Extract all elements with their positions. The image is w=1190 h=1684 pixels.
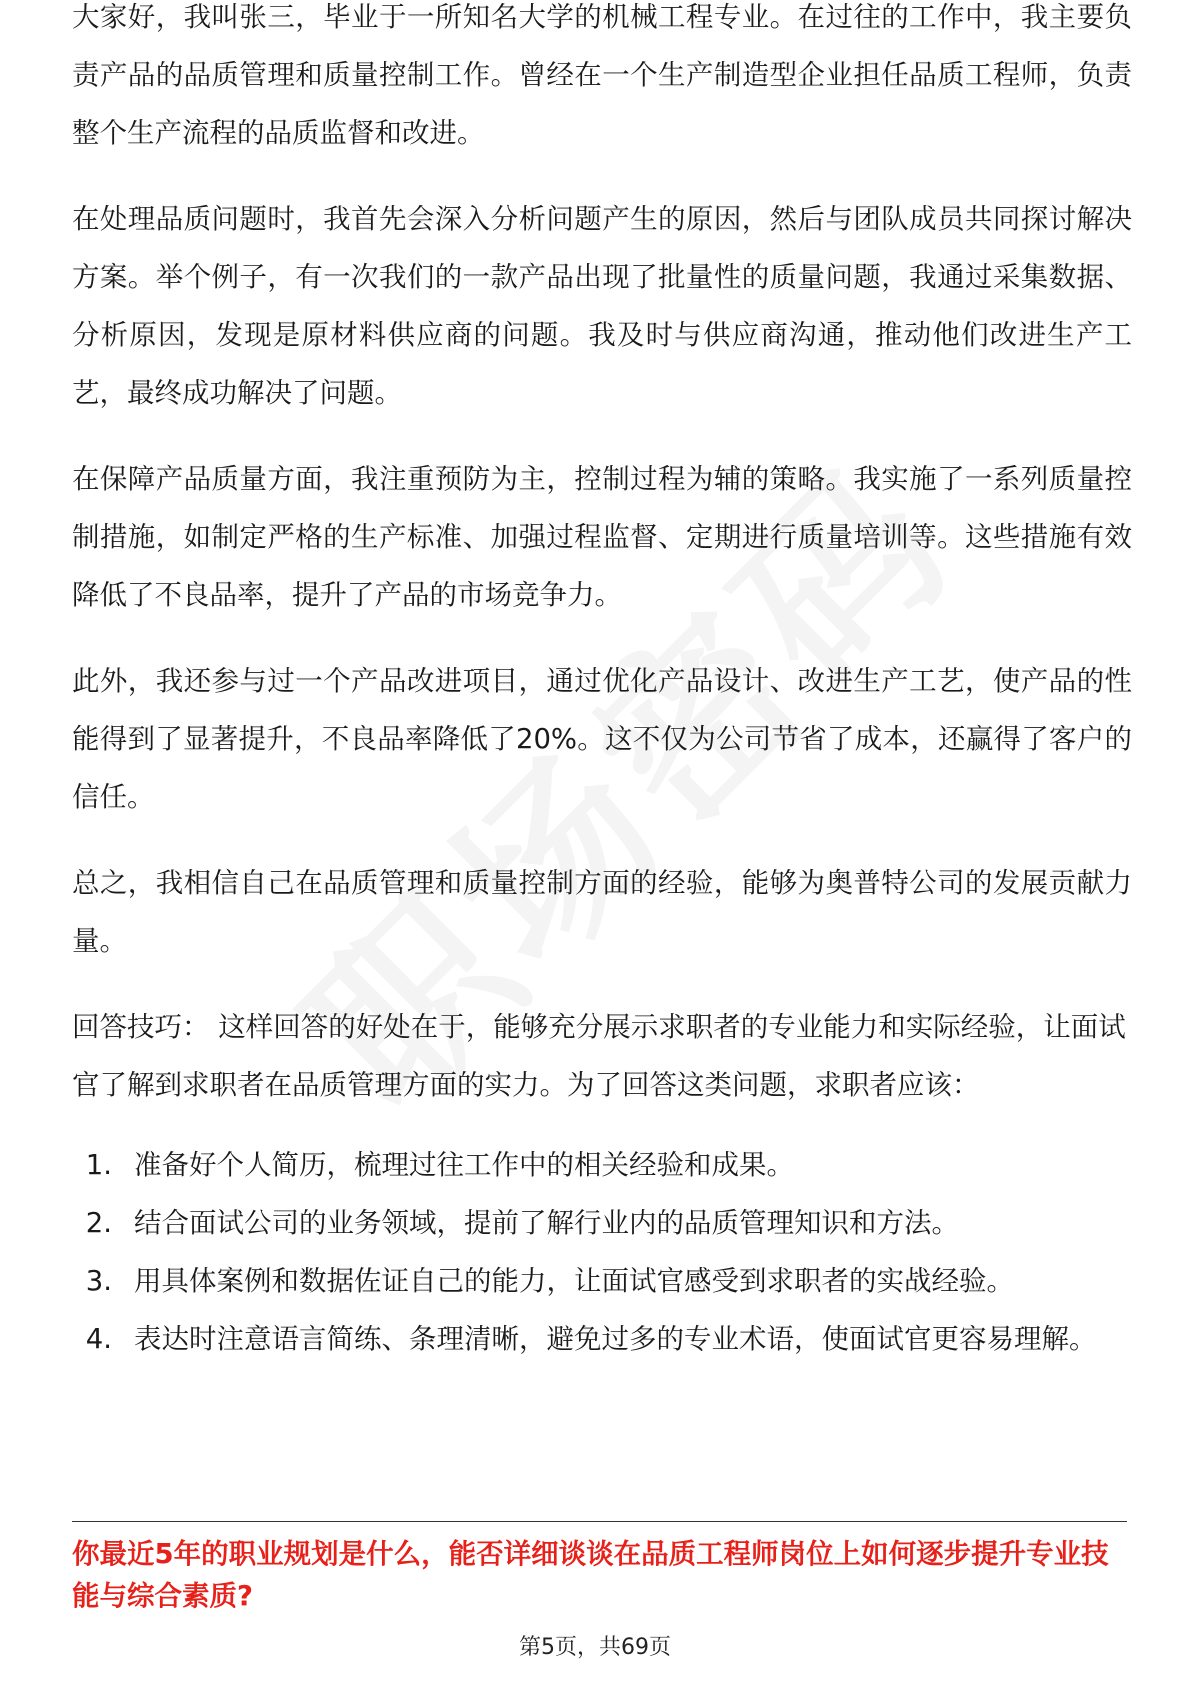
answer-tip: 回答技巧： 这样回答的好处在于，能够充分展示求职者的专业能力和实际经验，让面试官了解到求职者在品质管理方面的实力。为了回答这类问题，求职者应该： xyxy=(72,1011,1126,1101)
answer-paragraph: 此外，我还参与过一个产品改进项目，通过优化产品设计、改进生产工艺，使产品的性能得到了显著提升，不良品率降低了20%。这不仅为公司节省了成本，还赢得了客户的信任。 xyxy=(72,665,1132,813)
list-item xyxy=(72,1194,1132,1252)
list-item-number: 2. xyxy=(85,1207,112,1239)
tip-steps-list xyxy=(72,1136,1132,1368)
question-heading: 你最近5年的职业规划是什么，能否详细谈谈在品质工程师岗位上如何逐步提升专业技能与综合素质? xyxy=(72,1538,1109,1612)
list-item xyxy=(72,1252,1132,1310)
answer-paragraph: 在处理品质问题时，我首先会深入分析问题产生的原因，然后与团队成员共同探讨解决方案。举个例子，有一次我们的一款产品出现了批量性的质量问题，我通过采集数据、分析原因，发现是原材料供应商的问题。我及时与供应商沟通，推动他们改进生产工艺，最终成功解决了问题。 xyxy=(72,203,1132,409)
answer-paragraph: 大家好，我叫张三，毕业于一所知名大学的机械工程专业。在过往的工作中，我主要负责产品的品质管理和质量控制工作。曾经在一个生产制造型企业担任品质工程师，负责整个生产流程的品质监督和改进。 xyxy=(72,1,1132,149)
section-divider xyxy=(72,1521,1127,1522)
page-number: 第5页，共69页 xyxy=(519,1635,671,1660)
list-item-text: 表达时注意语言简练、条理清晰，避免过多的专业术语，使面试官更容易理解。 xyxy=(134,1323,1097,1355)
list-item-text: 准备好个人简历，梳理过往工作中的相关经验和成果。 xyxy=(134,1149,794,1181)
answer-paragraph: 总之，我相信自己在品质管理和质量控制方面的经验，能够为奥普特公司的发展贡献力量。 xyxy=(72,867,1132,957)
list-item xyxy=(72,1310,1132,1368)
list-item-number: 3. xyxy=(85,1265,112,1297)
list-item-text: 用具体案例和数据佐证自己的能力，让面试官感受到求职者的实战经验。 xyxy=(134,1265,1014,1297)
list-item-text: 结合面试公司的业务领域，提前了解行业内的品质管理知识和方法。 xyxy=(134,1207,959,1239)
answer-paragraph: 在保障产品质量方面，我注重预防为主，控制过程为辅的策略。我实施了一系列质量控制措施，如制定严格的生产标准、加强过程监督、定期进行质量培训等。这些措施有效降低了不良品率，提升了产品的市场竞争力。 xyxy=(72,463,1132,611)
list-item-number: 4. xyxy=(85,1323,112,1355)
answer-body xyxy=(72,1,1132,1368)
list-item xyxy=(72,1136,1132,1194)
list-item-number: 1. xyxy=(85,1149,112,1181)
